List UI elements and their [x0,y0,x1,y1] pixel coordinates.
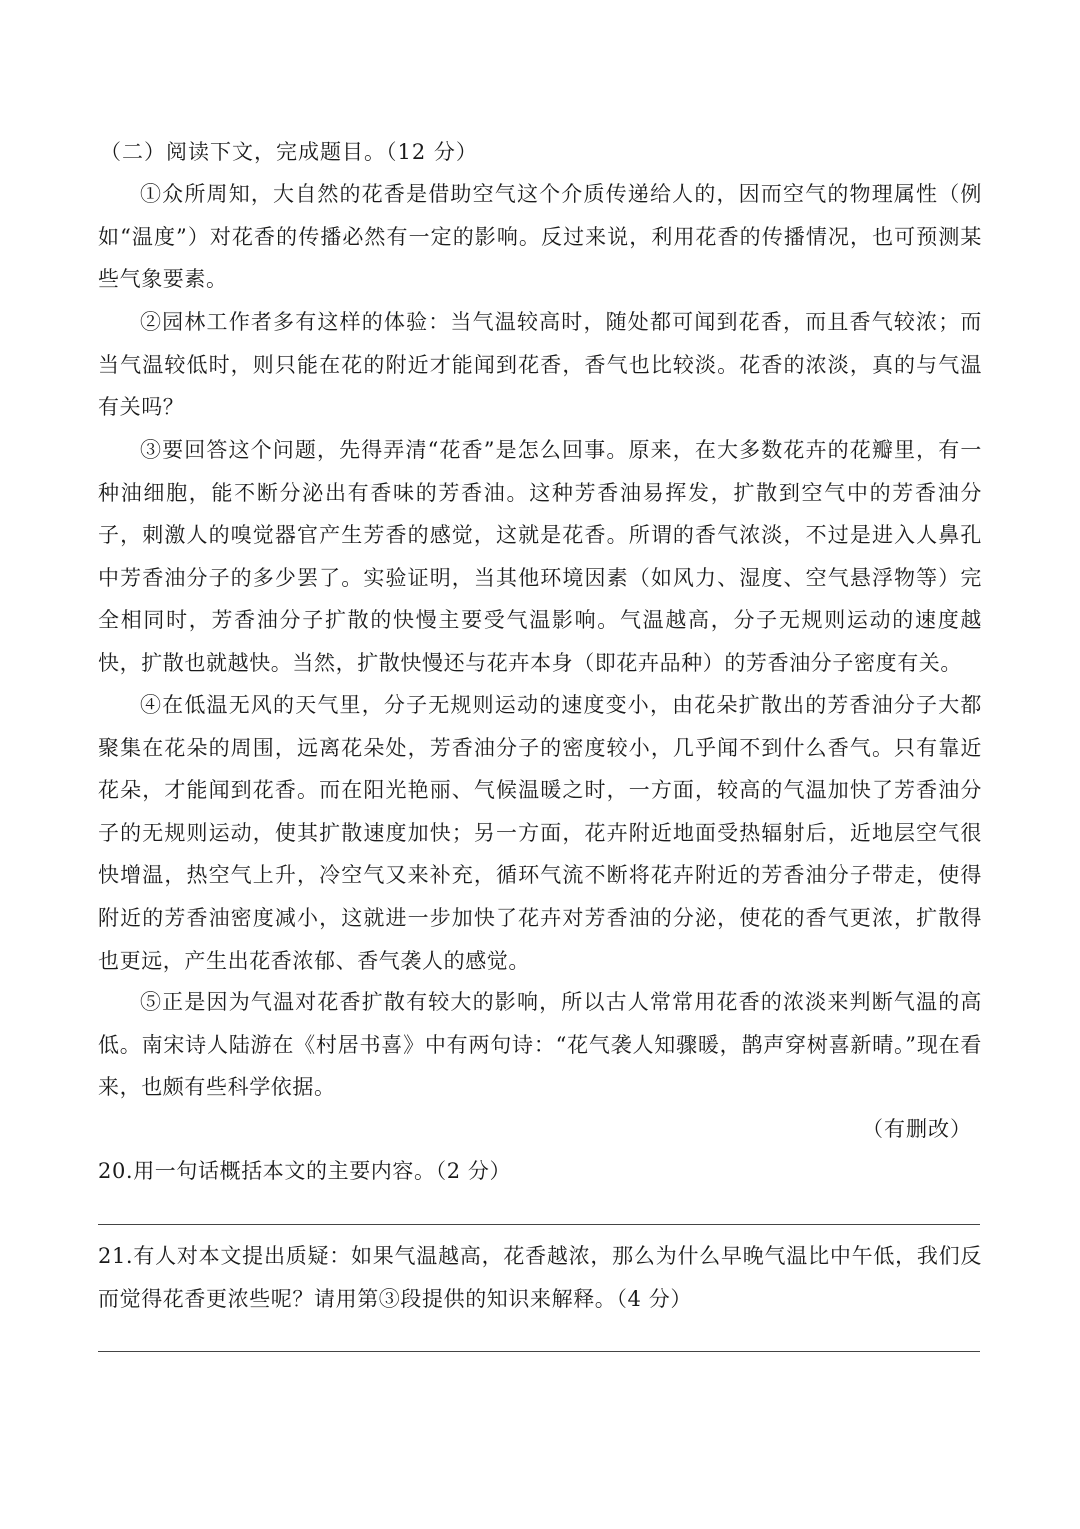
paragraph-2: ②园林工作者多有这样的体验：当气温较高时，随处都可闻到花香，而且香气较浓；而当气温较低时，则只能在花的附近才能闻到花香，香气也比较淡。花香的浓淡，真的与气温有关吗？ [98,310,982,420]
question-21: 21.有人对本文提出质疑：如果气温越高，花香越浓，那么为什么早晚气温比中午低，我们反而觉得花香更浓些呢？请用第③段提供的知识来解释。（4 分） [98,1244,982,1311]
paragraph-4: ④在低温无风的天气里，分子无规则运动的速度变小，由花朵扩散出的芳香油分子大都聚集在花朵的周围，远离花朵处，芳香油分子的密度较小，几乎闻不到什么香气。只有靠近花朵，才能闻到花香。而在阳光艳丽、气候温暖之时，一方面，较高的气温加快了芳香油分子的无规则运动，使其扩散速度加快；另一方面，花卉附近地面受热辐射后，近地层空气很快增温，热空气上升，冷空气又来补充，循环气流不断将花卉附近的芳香油分子带走，使得附近的芳香油密度减小，这就进一步加快了花卉对芳香油的分泌，使花的香气更浓，扩散得也更远，产生出花香浓郁、香气袭人的感觉。 [98,693,982,973]
paragraph-3: ③要回答这个问题，先得弄清“花香”是怎么回事。原来，在大多数花卉的花瓣里，有一种油细胞，能不断分泌出有香味的芳香油。这种芳香油易挥发，扩散到空气中的芳香油分子，刺激人的嗅觉器官产生芳香的感觉，这就是花香。所谓的香气浓淡，不过是进入人鼻孔中芳香油分子的多少罢了。实验证明，当其他环境因素（如风力、湿度、空气悬浮物等）完全相同时，芳香油分子扩散的快慢主要受气温影响。气温越高，分子无规则运动的速度越快，扩散也就越快。当然，扩散快慢还与花卉本身（即花卉品种）的芳香油分子密度有关。 [98,438,982,675]
paragraph-1: ①众所周知，大自然的花香是借助空气这个介质传递给人的，因而空气的物理属性（例如“温度”）对花香的传播必然有一定的影响。反过来说，利用花香的传播情况，也可预测某些气象要素。 [98,182,982,292]
answer-line-20[interactable] [98,1224,980,1225]
source-note: （有删改） [862,1117,972,1141]
question-20: 20.用一句话概括本文的主要内容。（2 分） [98,1159,512,1183]
answer-line-21[interactable] [98,1351,980,1352]
paragraph-5: ⑤正是因为气温对花香扩散有较大的影响，所以古人常常用花香的浓淡来判断气温的高低。南宋诗人陆游在《村居书喜》中有两句诗：“花气袭人知骤暖，鹊声穿树喜新晴。”现在看来，也颇有些科学依据。 [98,990,982,1100]
section-title: （二）阅读下文，完成题目。（12 分） [100,140,478,164]
